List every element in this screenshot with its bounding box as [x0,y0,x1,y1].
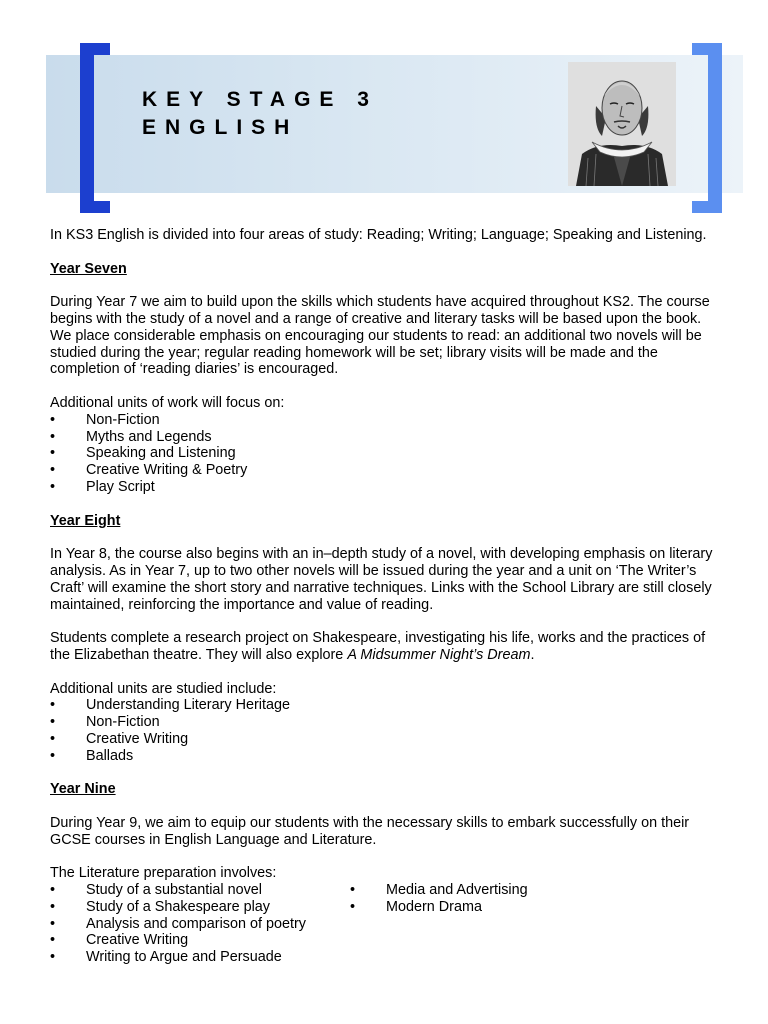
year-nine-list-col1 [50,882,350,966]
list-item: • Non-Fiction [50,714,720,731]
list-item: • Ballads [50,748,720,765]
year-eight-paragraph-2-end: . [530,646,535,663]
list-item: • Modern Drama [350,899,650,916]
year-nine-list-intro: The Literature preparation involves: [50,865,277,882]
year-eight-paragraph-2-text: Students complete a research project on Shakespeare, investigating his life, works and the practices of the Elizabethan theatre. They will also explore [50,630,706,663]
page-title [142,86,378,142]
year-seven-list-intro: Additional units of work will focus on: [50,394,285,411]
list-item: • Speaking and Listening [50,445,720,462]
right-bracket-decoration [692,43,722,213]
year-nine-lists [50,865,720,966]
list-item: • Study of a Shakespeare play [50,899,350,916]
list-item: • Creative Writing & Poetry [50,462,720,479]
year-nine-list-col2 [350,882,650,916]
year-nine-heading: Year Nine [50,781,116,798]
shakespeare-portrait-image [568,62,676,186]
year-eight-heading: Year Eight [50,512,121,529]
list-item: • Media and Advertising [350,882,650,899]
list-item: • Myths and Legends [50,429,720,446]
main-content [50,227,720,966]
list-item: • Creative Writing [50,731,720,748]
list-item: • Understanding Literary Heritage [50,697,720,714]
year-seven-paragraph: During Year 7 we aim to build upon the skills which students have acquired throughout KS2. The course begins with the study of a novel and a range of creative and literary tasks will be based upon the book. We place considerable emphasis on encouraging our students to read: an additional two novels will be studied during the year; regular reading homework will be set; library visits will be made and the completion of ‘reading diaries’ is encouraged. [50,294,710,378]
year-seven-heading: Year Seven [50,260,127,277]
title-line-2: ENGLISH [142,116,299,139]
year-eight-list [50,697,720,764]
title-line-1: KEY STAGE 3 [142,88,378,111]
list-item: • Play Script [50,479,720,496]
list-item: • Analysis and comparison of poetry [50,916,350,933]
intro-paragraph: In KS3 English is divided into four areas of study: Reading; Writing; Language; Speaking and Listening. [50,227,707,243]
year-eight-paragraph-2 [50,630,720,664]
year-eight-paragraph-1: In Year 8, the course also begins with an in–depth study of a novel, with developing emphasis on literary analysis. As in Year 7, up to two other novels will be issued during the year and a unit on ‘The Writer’s Craft’ will examine the short story and narrative techniques. Links with the School Library are still closely maintained, reinforcing the importance and value of reading. [50,546,713,613]
left-bracket-decoration [80,43,110,213]
year-nine-paragraph: During Year 9, we aim to equip our students with the necessary skills to embark successfully on their GCSE courses in English Language and Literature. [50,814,690,848]
list-item: • Writing to Argue and Persuade [50,949,350,966]
play-title: A Midsummer Night’s Dream [347,646,531,663]
year-seven-list [50,412,720,496]
list-item: • Creative Writing [50,932,350,949]
list-item: • Study of a substantial novel [50,882,350,899]
year-eight-list-intro: Additional units are studied include: [50,680,277,697]
list-item: • Non-Fiction [50,412,720,429]
